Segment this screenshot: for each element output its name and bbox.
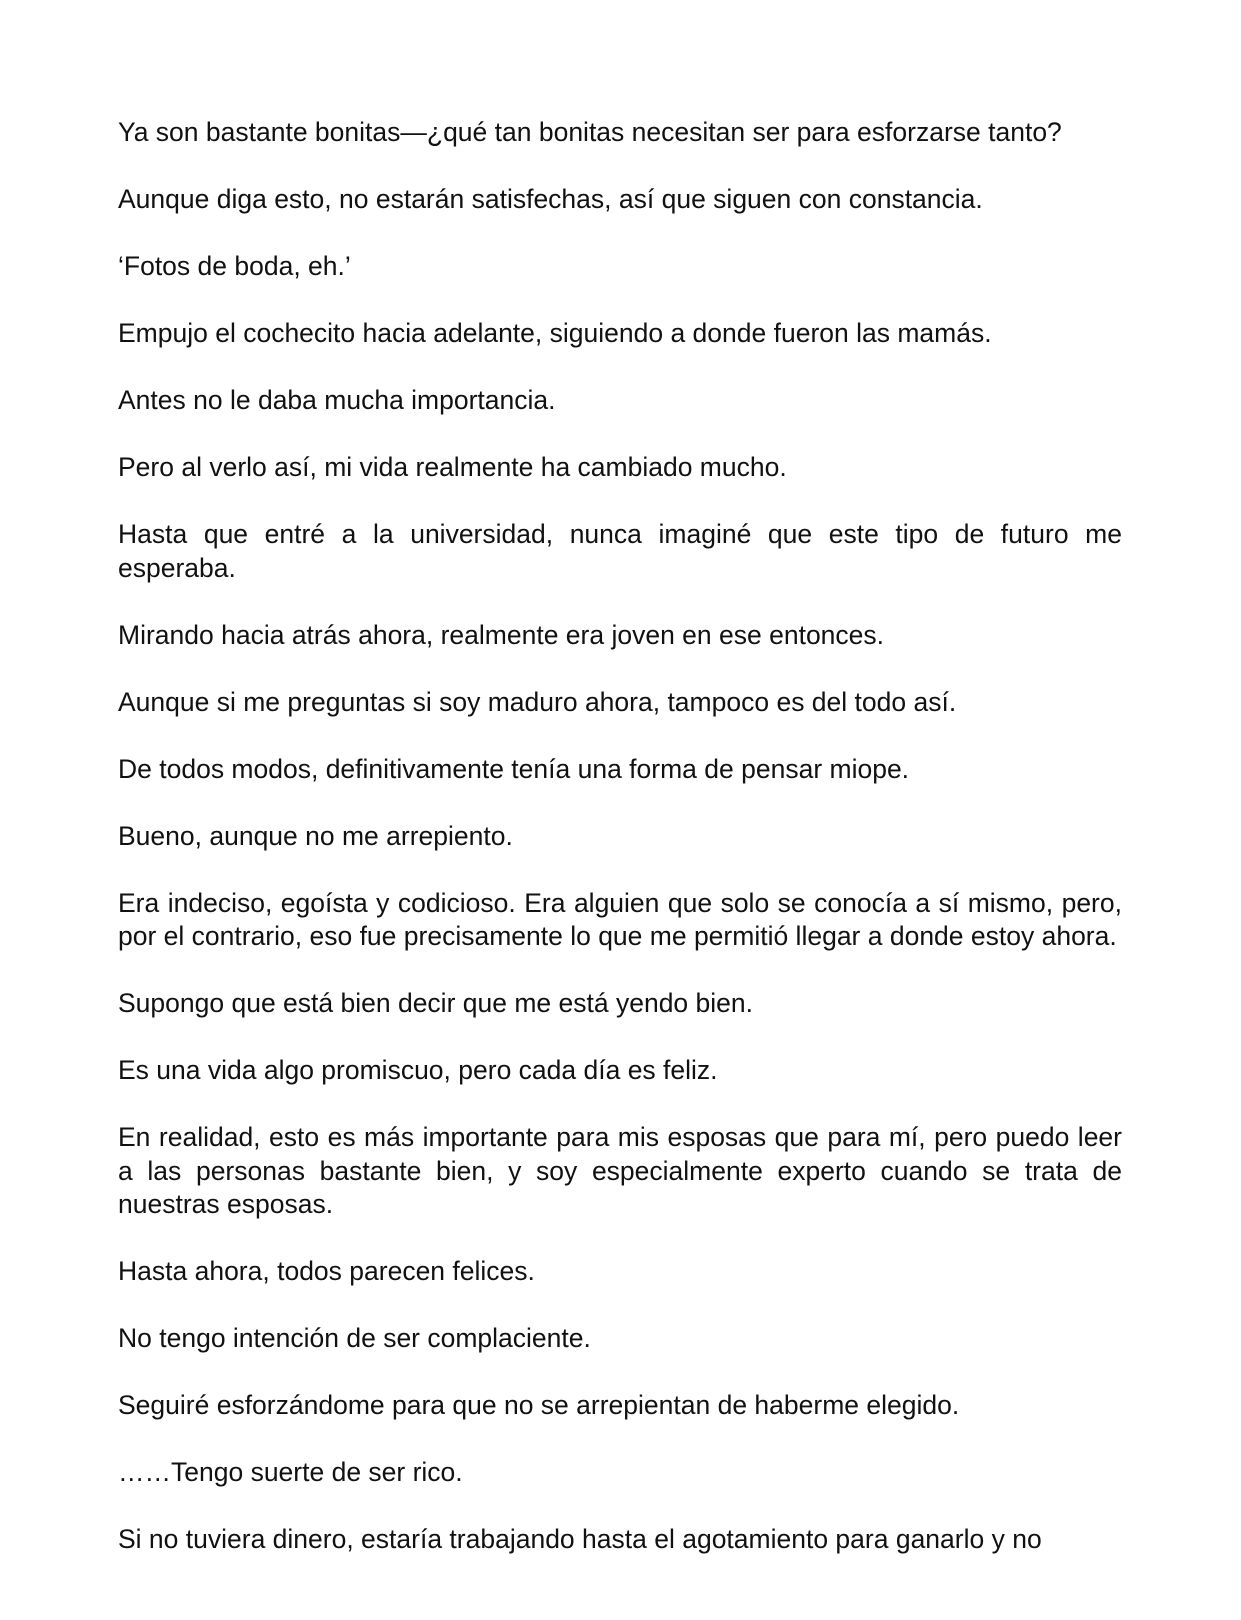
paragraph: Bueno, aunque no me arrepiento. [118, 820, 513, 851]
paragraph: Es una vida algo promiscuo, pero cada día es feliz. [118, 1055, 718, 1085]
paragraph: Pero al verlo así, mi vida realmente ha cambiado mucho. [118, 452, 787, 482]
paragraph: Era indeciso, egoísta y codicioso. Era alguien que solo se conocía a sí mismo, pero, por el contrario, eso fue precisamente lo que me permitió llegar a donde estoy ahora. [118, 887, 1122, 951]
paragraph: ……Tengo suerte de ser rico. [118, 1457, 463, 1487]
paragraph: En realidad, esto es más importante para mis esposas que para mí, pero puedo leer a las personas bastante bien, y soy especialmente experto cuando se trata de nuestras esposas. [118, 1122, 1122, 1219]
paragraph: No tengo intención de ser complaciente. [118, 1323, 591, 1353]
paragraph: Aunque diga esto, no estarán satisfechas, así que siguen con constancia. [118, 184, 983, 214]
paragraph: Antes no le daba mucha importancia. [118, 385, 556, 415]
paragraph: Mirando hacia atrás ahora, realmente era joven en ese entonces. [118, 619, 885, 650]
paragraph: Supongo que está bien decir que me está yendo bien. [118, 988, 753, 1018]
paragraph: De todos modos, definitivamente tenía una forma de pensar miope. [118, 753, 910, 784]
body-text [118, 116, 1122, 1590]
paragraph: Aunque si me preguntas si soy maduro ahora, tampoco es del todo así. [118, 686, 957, 717]
paragraph: Empujo el cochecito hacia adelante, siguiendo a donde fueron las mamás. [118, 318, 992, 348]
paragraph: Ya son bastante bonitas—¿qué tan bonitas necesitan ser para esforzarse tanto? [118, 117, 1062, 147]
paragraph: Hasta que entré a la universidad, nunca imaginé que este tipo de futuro me esperaba. [118, 519, 1122, 583]
paragraph: Seguiré esforzándome para que no se arrepientan de haberme elegido. [118, 1390, 960, 1420]
paragraph: ‘Fotos de boda, eh.’ [118, 251, 351, 281]
paragraph: Si no tuviera dinero, estaría trabajando hasta el agotamiento para ganarlo y no [118, 1524, 1042, 1554]
paragraph: Hasta ahora, todos parecen felices. [118, 1256, 535, 1286]
